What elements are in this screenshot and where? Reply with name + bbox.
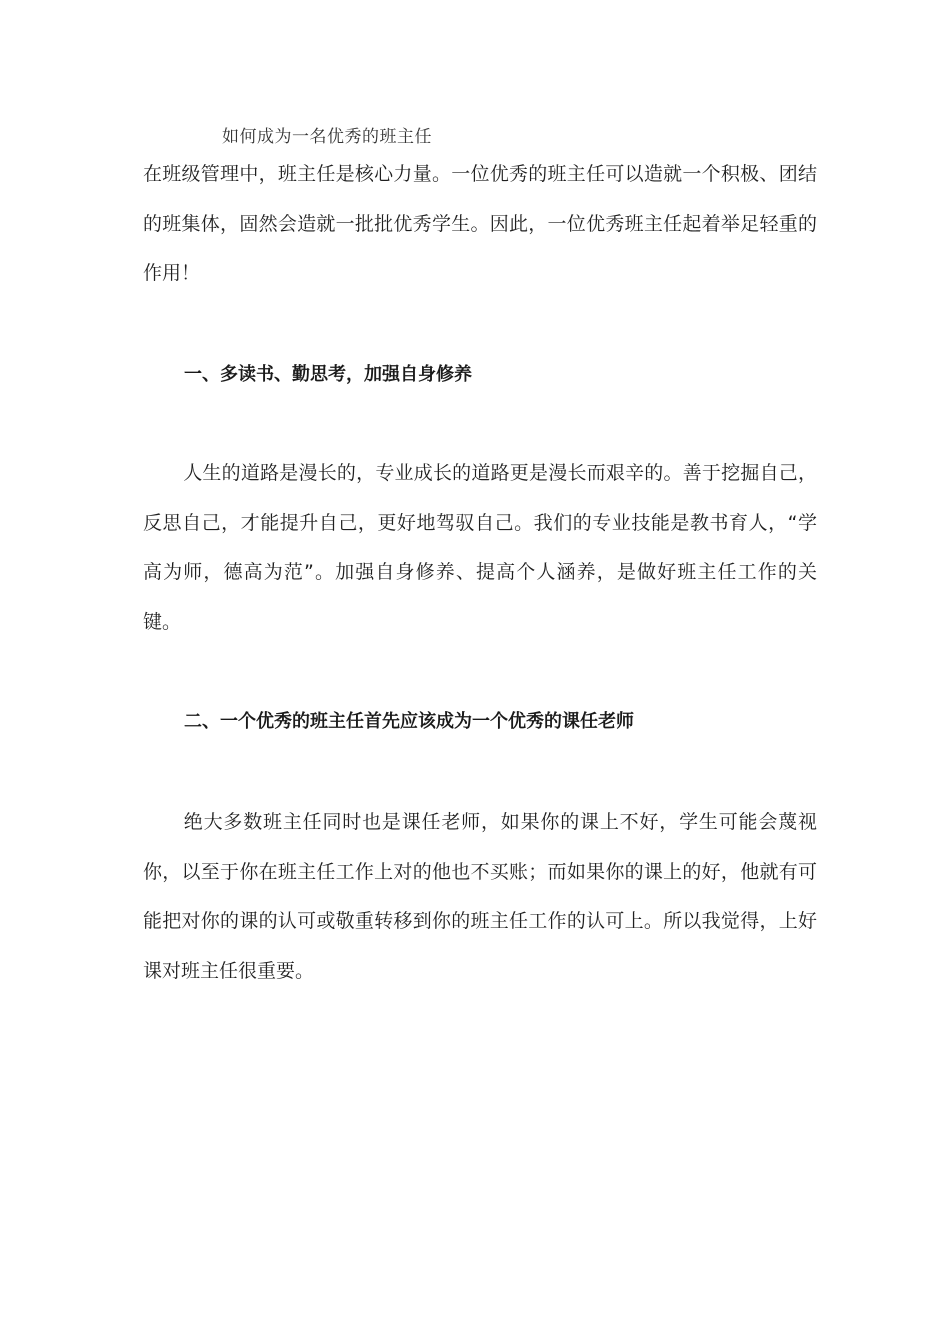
intro-paragraph (143, 150, 817, 299)
section-1-heading: 一、多读书、勤思考，加强自身修养 (184, 364, 472, 385)
section-2-body: 绝大多数班主任同时也是课任老师，如果你的课上不好，学生可能会蔑视你，以至于你在班主任工作上对的他也不买账；而如果你的课上的好，他就有可能把对你的课的认可或敬重转移到你的班主任工作的认可上。所以我觉得，上好课对班主任很重要。 (143, 811, 817, 982)
intro-text-2: 管理中，班主任是核心力量。一位优秀的班主任可以造就一个积极、团结的班集体，固然会造就一批批优秀学生。因此，一位 (143, 163, 817, 235)
section-2-heading: 二、一个优秀的班主任首先应该成为一个优秀的课任老师 (184, 711, 634, 732)
intro-text-3: 起着举足轻重的作用！ (143, 212, 817, 284)
section-2-paragraph (143, 798, 817, 996)
document-title: 如何成为一名优秀的班主任 (222, 127, 432, 147)
intro-text-1: 在 (143, 163, 163, 185)
intro-link-class[interactable]: 班级 (162, 163, 201, 185)
section-1-body: 人生的道路是漫长的，专业成长的道路更是漫长而艰辛的。善于挖掘自己，反思自己，才能提升自己，更好地驾驭自己。我们的专业技能是教书育人，“学高为师，德高为范”。加强自身修养、提高个人涵养，是做好班主任工作的关键。 (143, 462, 817, 633)
intro-link-excellent-teacher[interactable]: 优秀班主任 (586, 212, 683, 235)
section-1-paragraph (143, 449, 817, 647)
